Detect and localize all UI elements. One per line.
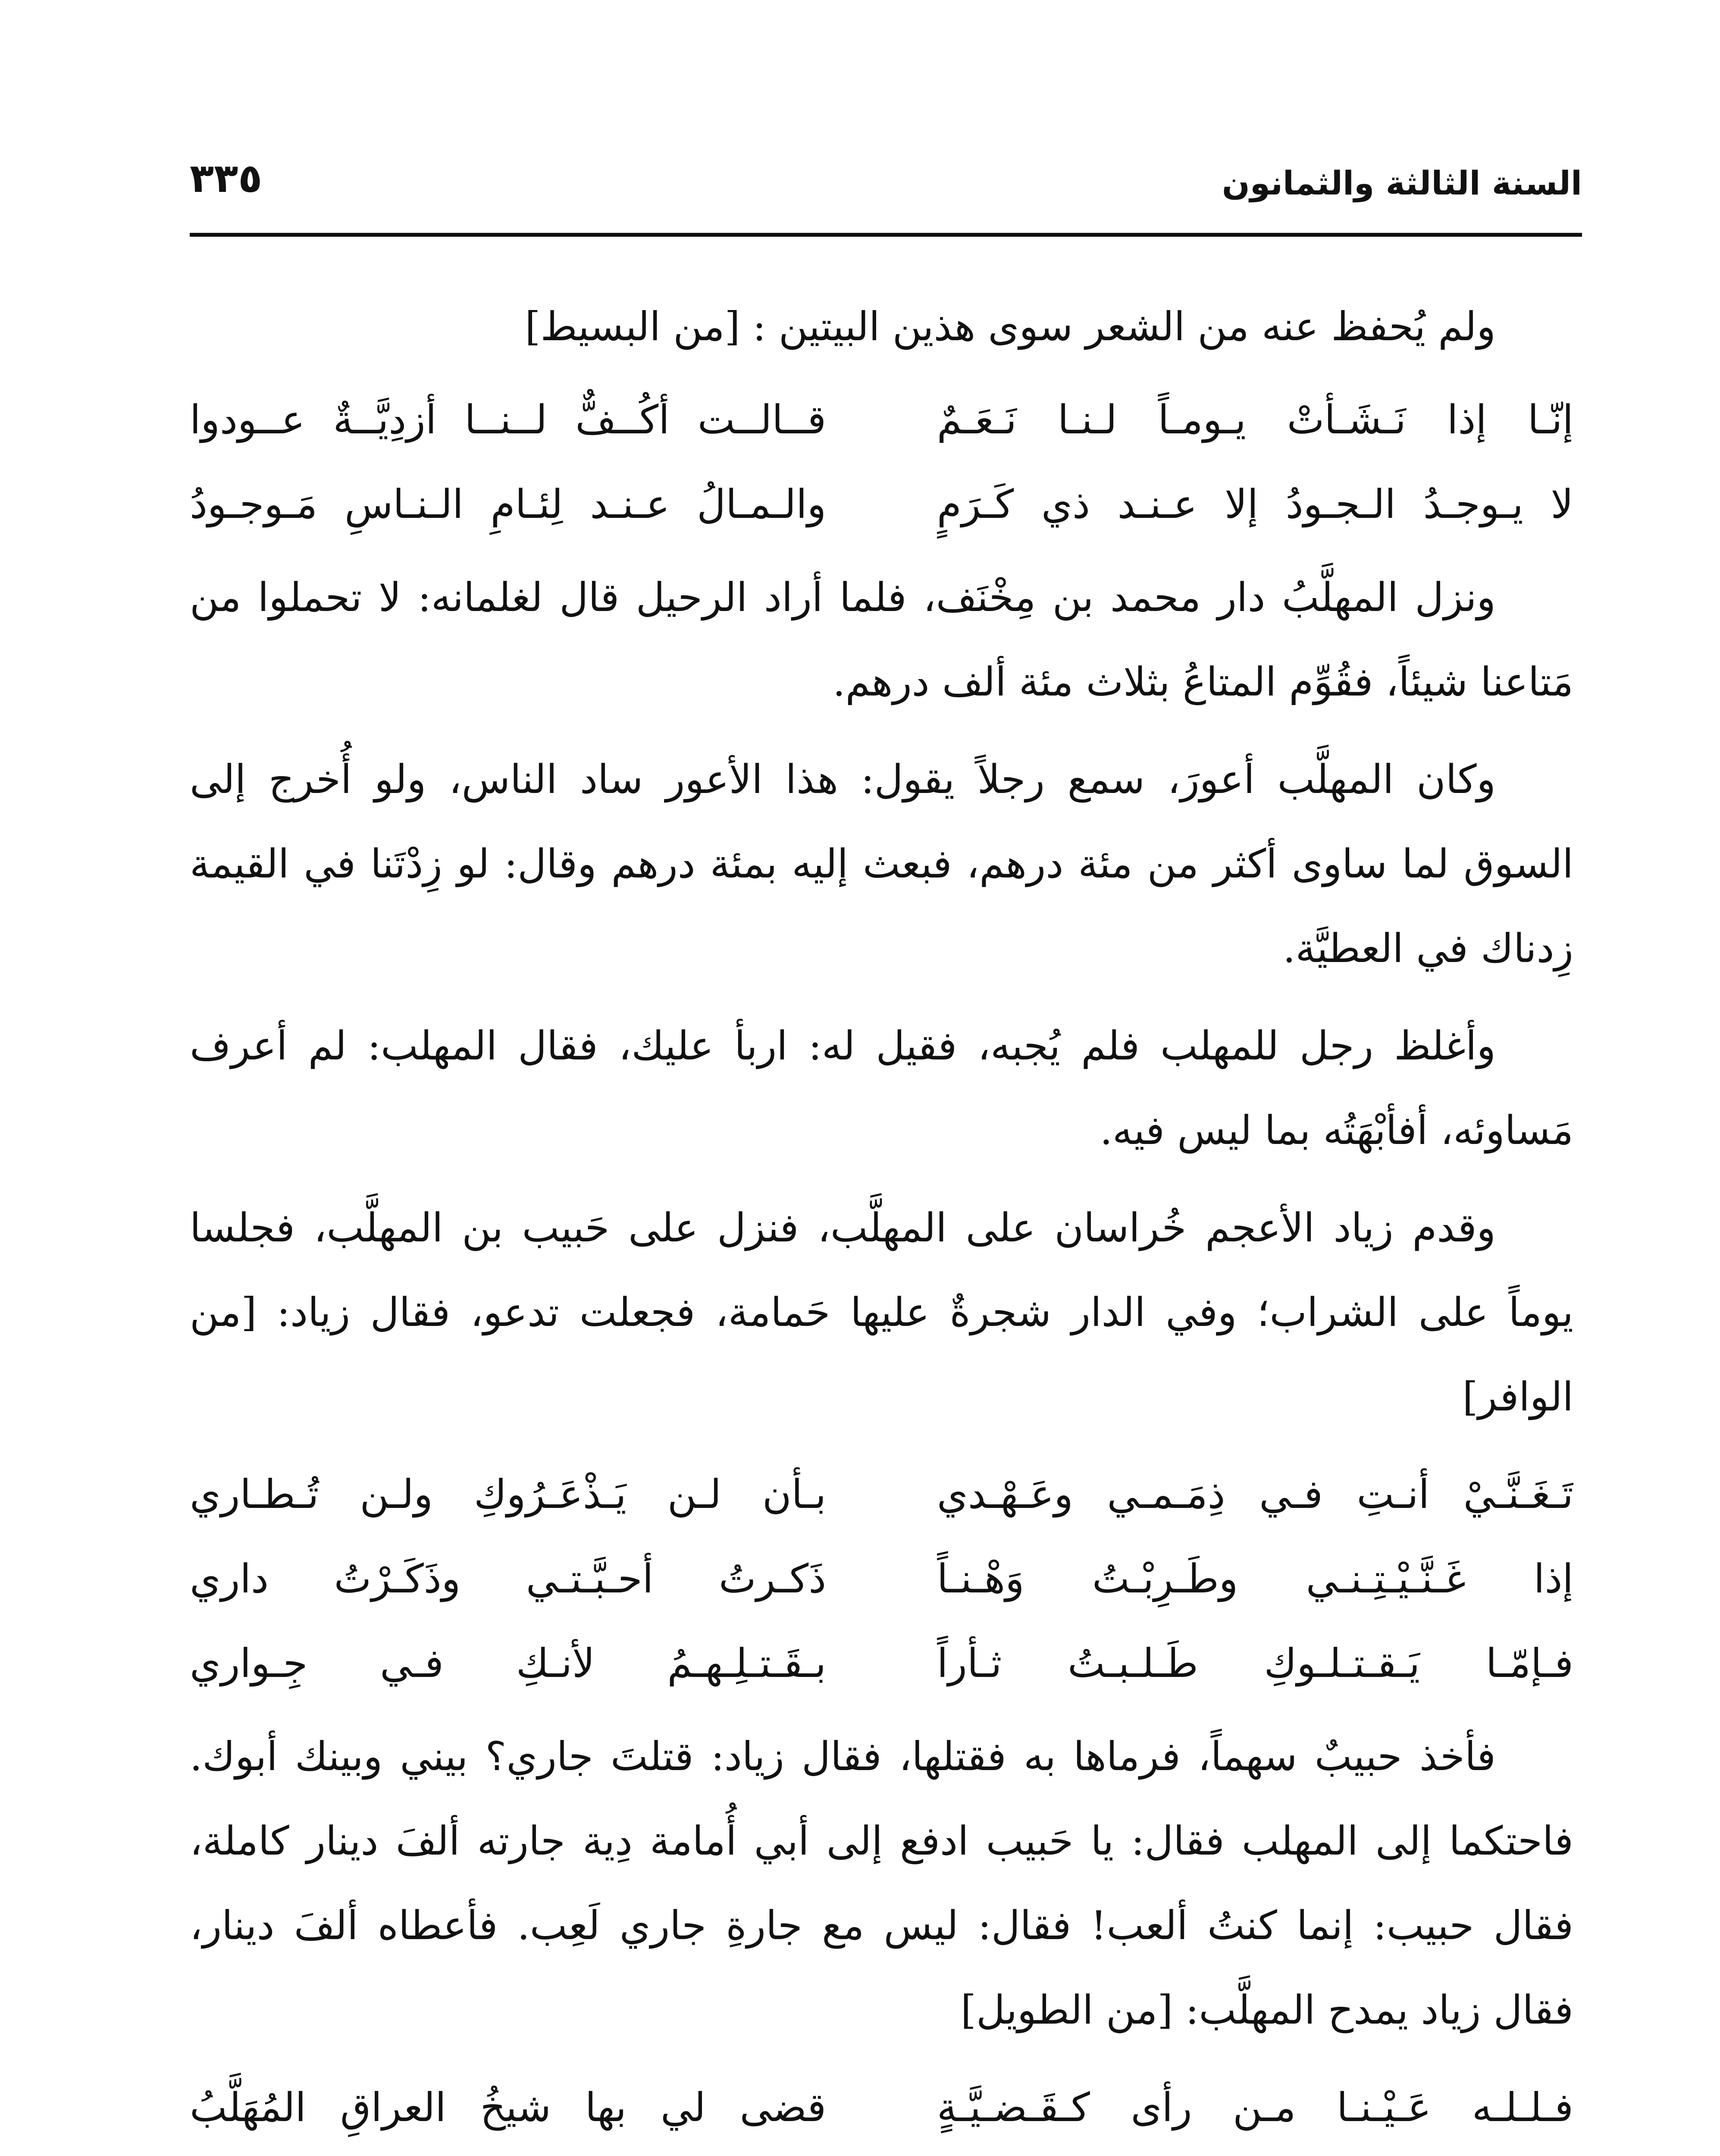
header-rule: [190, 233, 1582, 237]
second-hemistich: والـمـالُ عـنـد لِئـامِ الـنـاسِ مَـوجـودُ: [190, 481, 827, 527]
paragraph: ولم يُحفظ عنه من الشعر سوى هذين البيتين : [من البسيط]: [525, 304, 1496, 350]
second-hemistich: بـقَـتـلِـهـمُ لأنـكِ فـي جِـواري: [190, 1640, 827, 1686]
verse-line: [190, 1537, 1573, 1621]
paragraph: وأغلظ رجل للمهلب فلم يُجبه، فقيل له: اربأ عليك، فقال المهلب: لم أعرف مَساوئه، أفأبْهَتُه بما ليس فيه.: [190, 1023, 1573, 1153]
paragraph: وكان المهلَّب أعورَ، سمع رجلاً يقول: هذا الأعور ساد الناس، ولو أُخرج إلى السوق لما ساوى أكثر من مئة درهم، فبعث إليه بمئة درهم وقال: لو زِدْتَنا في القيمة زِدناك في العطيَّة.: [190, 756, 1573, 971]
first-hemistich: فـلـلـه عَـيْـنـا مـن رأى كـقَـضـيَّـةٍ: [937, 2084, 1573, 2131]
second-hemistich: قــالــت أكُــفٌّ لــنــا أزدِيَّــةٌ عــودوا: [190, 397, 827, 443]
verse-line: [190, 378, 1573, 462]
second-hemistich: قضى لي بها شيخُ العراقِ المُهَلَّبُ: [190, 2084, 827, 2131]
first-hemistich: إنّـا إذا نَـشَـأتْ يـومـاً لـنـا نَـعَـمٌ: [937, 397, 1573, 443]
verse-line: [190, 2150, 1573, 2156]
verse-line: [190, 1621, 1573, 1706]
page-body: [190, 285, 1573, 2156]
first-hemistich: إذا غَـنَّـيْـتِـنـي وطَـرِبْـتُ وَهْـنـاً: [937, 1556, 1573, 1602]
verse-line: [190, 1452, 1573, 1537]
page-header: [190, 147, 1582, 211]
first-hemistich: تَـغَـنَّـيْ أنـتِ فـي ذِمَـمـي وعَـهْـدي: [937, 1471, 1573, 1517]
verse-line: [190, 2065, 1573, 2150]
first-hemistich: لا يـوجـدُ الـجـودُ إلا عـنـد ذي كَـرَمٍ: [937, 481, 1573, 527]
page-number: ٣٣٥: [190, 155, 263, 201]
poem-tawil: [190, 2065, 1573, 2156]
running-title: السنة الثالثة والثمانون: [1222, 164, 1582, 202]
paragraph: وقدم زياد الأعجم خُراسان على المهلَّب، فنزل على حَبيب بن المهلَّب، فجلسا يوماً على الشراب؛ وفي الدار شجرةٌ عليها حَمامة، فجعلت تدعو، فقال زياد: [من الوافر]: [190, 1205, 1573, 1420]
second-hemistich: [190, 2150, 826, 2156]
poem-wafir: [190, 1452, 1573, 1706]
first-hemistich: [937, 2150, 1573, 2156]
poem-basit: [190, 378, 1573, 547]
verse-line: [190, 462, 1573, 547]
second-hemistich: بـأن لـن يَـذْعَـرُوكِ ولـن تُـطـاري: [190, 1471, 827, 1517]
second-hemistich: ذَكـرتُ أحـبَّـتـي وذَكَـرْتُ داري: [190, 1556, 827, 1602]
paragraph: ونزل المهلَّبُ دار محمد بن مِخْنَف، فلما أراد الرحيل قال لغلمانه: لا تحملوا من مَتاعنا شيئاً، فقُوِّم المتاعُ بثلاث مئة ألف درهم.: [190, 574, 1573, 705]
paragraph: فأخذ حبيبٌ سهماً، فرماها به فقتلها، فقال زياد: قتلتَ جاري؟ بيني وبينك أبوك. فاحتكما إلى المهلب فقال: يا حَبيب ادفع إلى أبي أُمامة دِية جارته ألفَ دينار كاملة، فقال حبيب: إنما كنتُ ألعب! فقال: ليس مع جارةِ جاري لَعِب. فأعطاه ألفَ دينار، فقال زياد يمدح المهلَّب: [من الطويل]: [190, 1733, 1573, 2033]
first-hemistich: فـإمّـا يَـقـتـلـوكِ طَـلـبـتُ ثـأراً: [937, 1640, 1573, 1686]
